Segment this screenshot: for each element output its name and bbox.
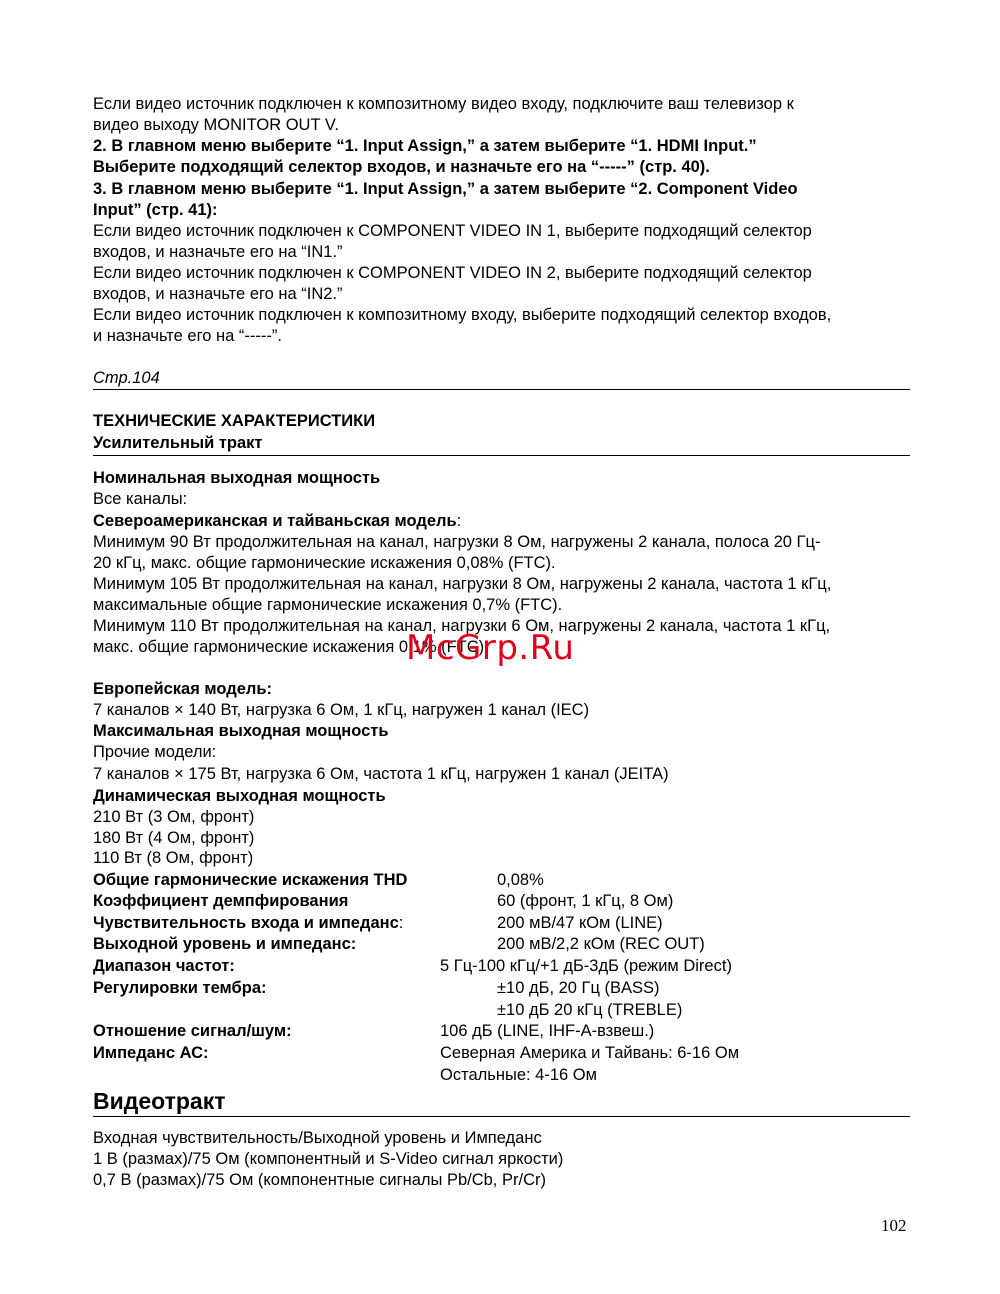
spec-text-line: Минимум 105 Вт продолжительная на канал, нагрузки 8 Ом, нагружены 2 канала, частота 1 кГц,	[93, 575, 832, 593]
na-tw-model-line	[93, 511, 461, 531]
intro-step: 2. В главном меню выберите “1. Input Assign,” а затем выберите “1. HDMI Input.”	[93, 137, 757, 155]
divider	[93, 455, 910, 456]
spec-text-line: 7 каналов × 140 Вт, нагрузка 6 Ом, 1 кГц, нагружен 1 канал (IEC)	[93, 701, 590, 719]
intro-step: 3. В главном меню выберите “1. Input Assign,” а затем выберите “2. Component Video	[93, 180, 798, 198]
video-section-title: Видеотракт	[93, 1088, 226, 1114]
param-row	[93, 1021, 292, 1041]
param-value: 200 мВ/47 кОм (LINE)	[497, 914, 663, 932]
divider	[93, 1116, 910, 1117]
colon: :	[456, 512, 462, 530]
param-value: Северная Америка и Тайвань: 6-16 Ом	[440, 1044, 740, 1062]
spec-text-line: 180 Вт (4 Ом, фронт)	[93, 829, 255, 847]
other-models-label: Прочие модели:	[93, 743, 217, 761]
page-reference: Стр.104	[93, 369, 160, 387]
intro-line: Если видео источник подключен к композитному видео входу, подключите ваш телевизор к	[93, 95, 794, 113]
param-value: 200 мВ/2,2 кОм (REC OUT)	[497, 935, 705, 953]
param-value: Остальные: 4-16 Ом	[440, 1066, 597, 1084]
param-row	[93, 956, 235, 976]
param-label: Общие гармонические искажения THD	[93, 871, 408, 889]
intro-line: Если видео источник подключен к COMPONENT VIDEO IN 2, выберите подходящий селектор	[93, 264, 812, 282]
all-channels-label: Все каналы:	[93, 490, 188, 508]
param-value: 60 (фронт, 1 кГц, 8 Ом)	[497, 892, 674, 910]
param-row	[93, 934, 356, 954]
spec-text-line: макс. общие гармонические искажения 0,1% (FTC).	[93, 638, 489, 656]
intro-line: Если видео источник подключен к COMPONENT VIDEO IN 1, выберите подходящий селектор	[93, 222, 812, 240]
param-value: ±10 дБ, 20 Гц (BASS)	[497, 979, 660, 997]
watermark: McGrp.Ru	[406, 628, 575, 668]
param-value: 106 дБ (LINE, IHF-A-взвеш.)	[440, 1022, 655, 1040]
dynamic-power-heading: Динамическая выходная мощность	[93, 787, 386, 805]
amp-section-title: Усилительный тракт	[93, 434, 263, 452]
param-suffix: :	[398, 914, 404, 932]
spec-text-line: Минимум 90 Вт продолжительная на канал, нагрузки 8 Ом, нагружены 2 канала, полоса 20 Гц-	[93, 533, 821, 551]
eu-model-label: Европейская модель:	[93, 680, 273, 698]
intro-line: видео выходу MONITOR OUT V.	[93, 116, 339, 134]
spec-text-line: 110 Вт (8 Ом, фронт)	[93, 849, 254, 867]
divider	[93, 389, 910, 390]
specs-title: ТЕХНИЧЕСКИЕ ХАРАКТЕРИСТИКИ	[93, 412, 376, 430]
na-tw-model-label: Североамериканская и тайваньская модель	[93, 512, 457, 530]
spec-text-line: 210 Вт (3 Ом, фронт)	[93, 808, 255, 826]
spec-text-line: 7 каналов × 175 Вт, нагрузка 6 Ом, частота 1 кГц, нагружен 1 канал (JEITA)	[93, 765, 669, 783]
param-label: Выходной уровень и импеданс:	[93, 935, 357, 953]
param-value: 5 Гц-100 кГц/+1 дБ-3дБ (режим Direct)	[440, 957, 732, 975]
rated-power-heading: Номинальная выходная мощность	[93, 469, 381, 487]
param-label: Импеданс АС:	[93, 1044, 209, 1062]
max-power-heading: Максимальная выходная мощность	[93, 722, 389, 740]
param-row	[93, 870, 407, 890]
param-value: 0,08%	[497, 871, 544, 889]
param-row	[93, 891, 348, 911]
intro-line: и назначьте его на “-----”.	[93, 327, 282, 345]
intro-step: Input” (стр. 41):	[93, 201, 218, 219]
spec-text-line: максимальные общие гармонические искажения 0,7% (FTC).	[93, 596, 563, 614]
param-label: Регулировки тембра:	[93, 979, 267, 997]
param-value: ±10 дБ 20 кГц (TREBLE)	[497, 1001, 683, 1019]
param-label: Коэффициент демпфирования	[93, 892, 349, 910]
intro-line: Если видео источник подключен к композитному входу, выберите подходящий селектор входов,	[93, 306, 832, 324]
intro-line: входов, и назначьте его на “IN1.”	[93, 243, 343, 261]
intro-step: Выберите подходящий селектор входов, и назначьте его на “-----” (стр. 40).	[93, 158, 710, 176]
page-number: 102	[881, 1216, 907, 1235]
param-row	[93, 1043, 209, 1063]
intro-line: входов, и назначьте его на “IN2.”	[93, 285, 343, 303]
param-label: Отношение сигнал/шум:	[93, 1022, 292, 1040]
param-row	[93, 913, 403, 933]
param-label: Чувствительность входа и импеданс	[93, 914, 399, 932]
spec-text-line: Минимум 110 Вт продолжительная на канал, нагрузки 6 Ом, нагружены 2 канала, частота 1 кГц,	[93, 617, 831, 635]
spec-text-line: Входная чувствительность/Выходной уровень и Импеданс	[93, 1129, 542, 1147]
spec-text-line: 0,7 В (размах)/75 Ом (компонентные сигналы Pb/Cb, Pr/Cr)	[93, 1171, 546, 1189]
spec-text-line: 1 В (размах)/75 Ом (компонентный и S-Video сигнал яркости)	[93, 1150, 564, 1168]
param-row	[93, 978, 266, 998]
param-label: Диапазон частот:	[93, 957, 235, 975]
spec-text-line: 20 кГц, макс. общие гармонические искажения 0,08% (FTC).	[93, 554, 556, 572]
